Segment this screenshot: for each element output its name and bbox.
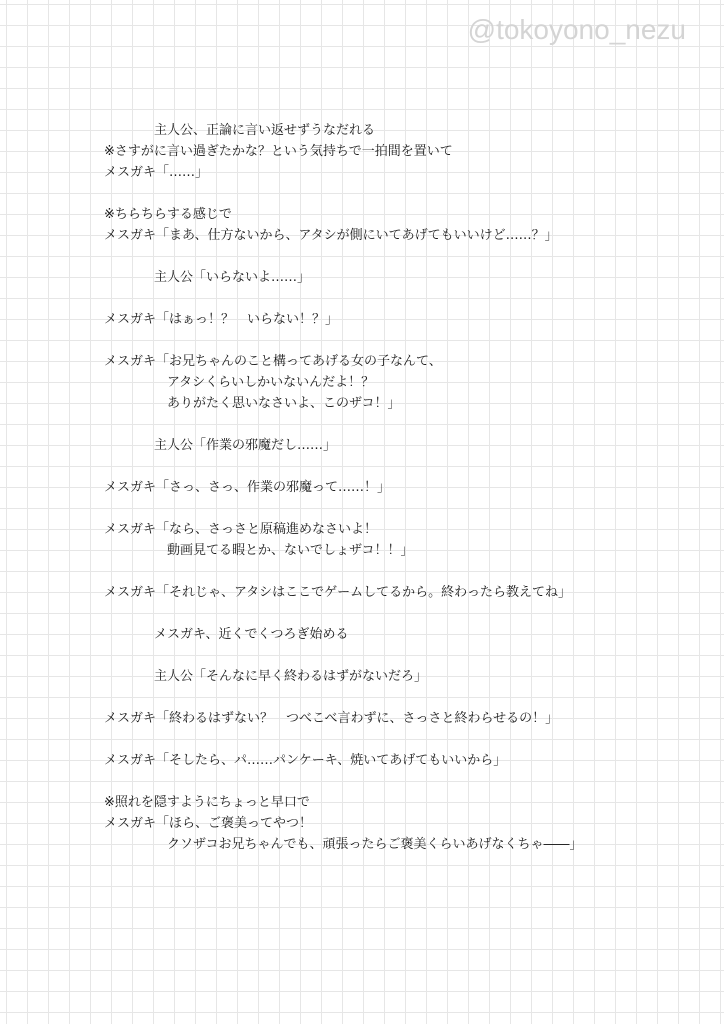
dialogue-continuation: 動画見てる暇とか、ないでしょザコ！！」: [167, 543, 414, 558]
dialogue-line: 主人公「作業の邪魔だし……」: [154, 438, 337, 453]
dialogue-line: メスガキ「はぁっ！？ いらない！？」: [104, 312, 339, 327]
dialogue-line: メスガキ「それじゃ、アタシはここでゲームしてるから。終わったら教えてね」: [104, 585, 571, 600]
dialogue-continuation: アタシくらいしかいないんだよ！？: [167, 375, 375, 390]
blank-line: [104, 645, 704, 666]
stage-direction: メスガキ、近くでくつろぎ始める: [154, 627, 349, 642]
note-line: ※照れを隠すようにちょっと早口で: [104, 795, 310, 810]
blank-line: [104, 456, 704, 477]
blank-line: [104, 687, 704, 708]
blank-line: [104, 729, 704, 750]
dialogue-line: メスガキ「ほら、ご褒美ってやつ！: [104, 816, 313, 831]
dialogue-line: メスガキ「……」: [104, 165, 209, 180]
blank-line: [104, 414, 704, 435]
dialogue-continuation: クソザコお兄ちゃんでも、頑張ったらご褒美くらいあげなくちゃ――」: [167, 837, 583, 852]
blank-line: [104, 246, 704, 267]
note-line: ※さすがに言い過ぎたかな？という気持ちで一拍間を置いて: [104, 144, 453, 159]
dialogue-line: メスガキ「まあ、仕方ないから、アタシが側にいてあげてもいいけど……？」: [104, 228, 558, 243]
dialogue-line: 主人公「そんなに早く終わるはずがないだろ」: [154, 669, 428, 684]
script-body: [104, 120, 704, 855]
blank-line: [104, 498, 704, 519]
watermark: @tokoyono_nezu: [467, 14, 686, 45]
blank-line: [104, 330, 704, 351]
dialogue-continuation: ありがたく思いなさいよ、このザコ！」: [167, 396, 401, 411]
blank-line: [104, 288, 704, 309]
dialogue-line: メスガキ「さっ、さっ、作業の邪魔って……！」: [104, 480, 391, 495]
stage-direction: 主人公、正論に言い返せずうなだれる: [154, 123, 376, 138]
blank-line: [104, 561, 704, 582]
dialogue-line: メスガキ「終わるはずない？ つべこべ言わずに、さっさと終わらせるの！」: [104, 711, 559, 726]
dialogue-line: 主人公「いらないよ……」: [154, 270, 311, 285]
dialogue-line: メスガキ「なら、さっさと原稿進めなさいよ！: [104, 522, 378, 537]
note-line: ※ちらちらする感じで: [104, 207, 232, 222]
blank-line: [104, 771, 704, 792]
blank-line: [104, 183, 704, 204]
dialogue-line: メスガキ「お兄ちゃんのこと構ってあげる女の子なんて、: [104, 354, 442, 369]
blank-line: [104, 603, 704, 624]
dialogue-line: メスガキ「そしたら、パ……パンケーキ、焼いてあげてもいいから」: [104, 753, 507, 768]
